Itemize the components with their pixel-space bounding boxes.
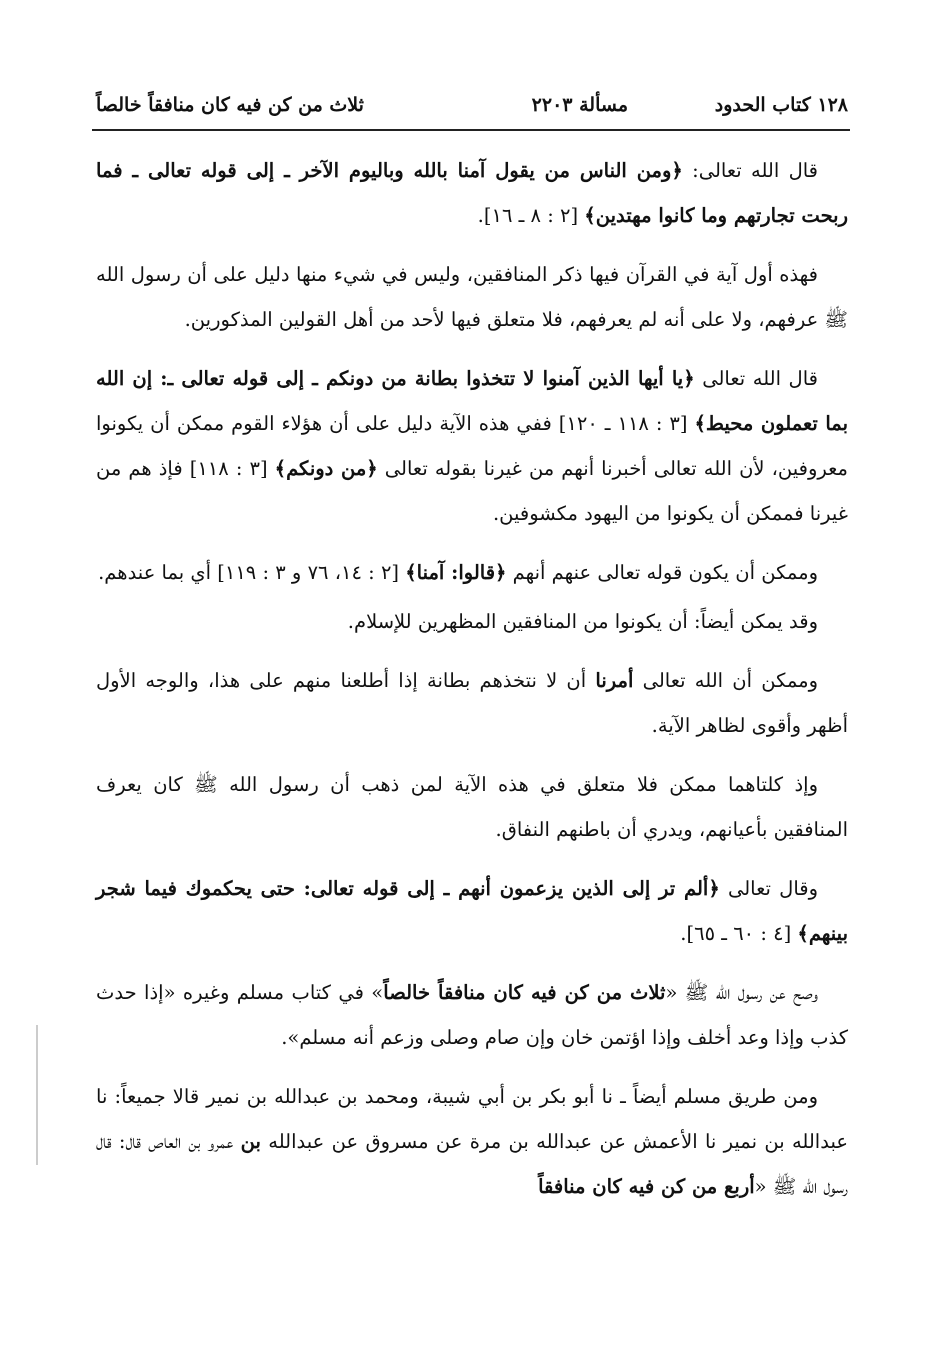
emphasis: بن xyxy=(240,1130,261,1153)
citation: [٤ : ٦٠ ـ ٦٥]. xyxy=(680,922,798,945)
page-body xyxy=(96,148,848,1223)
text-run: [٣ : ١١٨] فإذ هم من غيرنا فممكن أن يكونوا من اليهود مكشوفين. xyxy=(96,457,848,525)
issue-number: مسألة ٢٢٠٣ xyxy=(531,94,628,116)
paragraph xyxy=(96,658,848,748)
citation: [٢ : ٨ ـ ١٦]. xyxy=(477,204,585,227)
text-run: وصح عن رسول الله ﷺ « xyxy=(665,981,818,1004)
paragraph xyxy=(96,762,848,852)
quran-quote: ﴿ومن الناس من يقول آمنا بالله وباليوم الآخر ـ إلى قوله تعالى ـ فما ربحت تجارتهم وما كانوا مهتدين﴾ xyxy=(96,159,848,227)
text-run: قال الله تعالى xyxy=(694,367,818,390)
text-run: وممكن أن الله تعالى xyxy=(633,669,818,692)
hadith-quote: ثلاث من كن فيه كان منافقاً خالصاً xyxy=(383,981,666,1004)
text-run: وقد يمكن أيضاً: أن يكونوا من المنافقين المظهرين للإسلام. xyxy=(347,610,818,633)
paragraph xyxy=(96,148,848,238)
paragraph xyxy=(96,356,848,536)
text-run: [٣ : ١١٨ ـ ١٢٠] ففي هذه الآية دليل على أن هؤلاء القوم ممكن أن يكونوا معروفين، لأن الله تعالى أخبرنا أنهم من غيرنا بقوله تعالى xyxy=(96,412,848,480)
paragraph xyxy=(96,550,848,595)
text-run: وقال تعالى xyxy=(719,877,818,900)
quran-quote: ﴿من دونكم﴾ xyxy=(274,457,378,480)
paragraph xyxy=(96,866,848,956)
text-run: عمرو بن العاص قال: قال رسول الله ﷺ « xyxy=(96,1130,848,1198)
emphasis: أمرنا xyxy=(595,669,634,692)
paragraph xyxy=(96,252,848,342)
book-title: كتاب الحدود xyxy=(714,94,811,116)
text-run: ومن طريق مسلم أيضاً ـ نا أبو بكر بن أبي شيبة، ومحمد بن عبدالله بن نمير قالا جميعاً: نا عبدالله بن نمير نا الأعمش عن عبدالله بن مرة عن مسروق عن عبدالله xyxy=(96,1085,848,1153)
running-header xyxy=(96,90,848,130)
paragraph xyxy=(96,970,848,1060)
text-run: وممكن أن يكون قوله تعالى عنهم أنهم xyxy=(506,561,818,584)
text-run: وإذ كلتاهما ممكن فلا متعلق في هذه الآية لمن ذهب أن رسول الله ﷺ كان يعرف المنافقين بأعيانهم، ويدري أن باطنهم النفاق. xyxy=(96,773,848,841)
quran-quote: ﴿يا أيها الذين آمنوا لا تتخذوا بطانة من دونكم ـ إلى قوله تعالى ـ: إن الله بما تعملون محيط﴾ xyxy=(96,367,849,435)
text-run: قال الله تعالى: xyxy=(682,159,818,182)
hadith-quote: أربع من كن فيه كان منافقاً xyxy=(538,1175,755,1198)
margin-mark xyxy=(36,1025,38,1165)
paragraph xyxy=(96,599,848,644)
citation: [٢ : ١٤، ٧٦ و ٣ : ١١٩] أي بما عندهم. xyxy=(98,561,406,584)
text-run: أن لا نتخذهم بطانة إذا أطلعنا منهم على هذا، والوجه الأول أظهر وأقوى لظاهر الآية. xyxy=(96,669,848,737)
quran-quote: ﴿ألم تر إلى الذين يزعمون أنهم ـ إلى قوله تعالى: حتى يحكموك فيما شجر بينهم﴾ xyxy=(96,877,848,945)
header-rule xyxy=(92,129,850,131)
header-topic: ثلاث من كن فيه كان منافقاً خالصاً xyxy=(96,94,364,116)
text-run: » في كتاب مسلم وغيره «إذا حدث كذب وإذا وعد أخلف وإذا اؤتمن خان وإن صام وصلى وزعم أنه مسلم». xyxy=(96,981,848,1049)
paragraph xyxy=(96,1074,848,1209)
page-number: ١٢٨ xyxy=(817,94,848,116)
header-book xyxy=(715,94,848,116)
text-run: فهذه أول آية في القرآن فيها ذكر المنافقين، وليس في شيء منها دليل على أن رسول الله ﷺ عرفهم، ولا على أنه لم يعرفهم، فلا متعلق فيها لأحد من أهل القولين المذكورين. xyxy=(96,263,848,331)
quran-quote: ﴿قالوا: آمنا﴾ xyxy=(405,561,507,584)
